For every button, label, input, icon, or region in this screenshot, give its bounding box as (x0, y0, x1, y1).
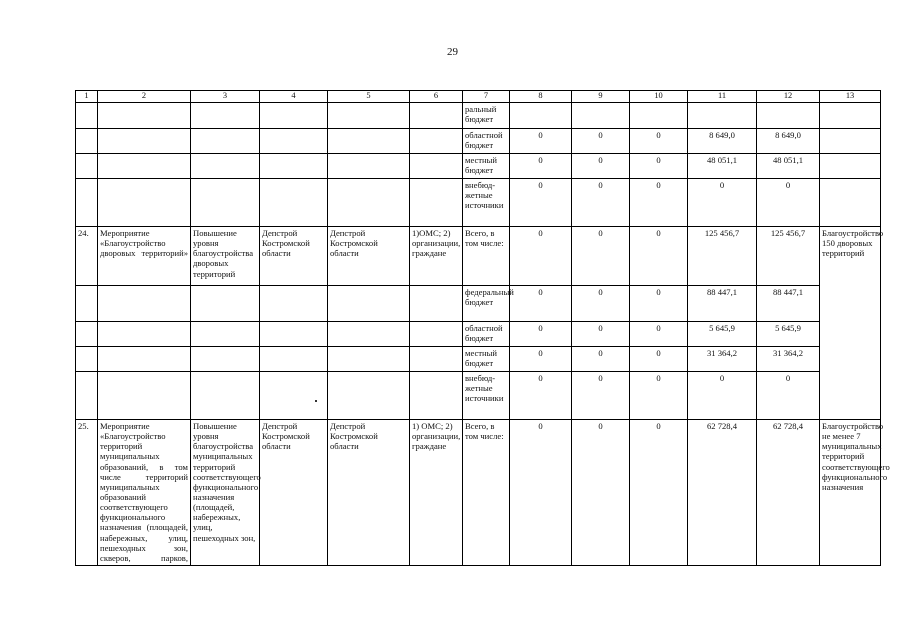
source-cell: областной бюджет (463, 129, 510, 154)
stray-mark (315, 400, 317, 402)
value-cell: 0 (630, 286, 688, 322)
header-row (76, 91, 881, 103)
value-cell: 0 (630, 179, 688, 227)
table-row (76, 322, 881, 347)
value-cell: 0 (572, 227, 630, 286)
table-row (76, 129, 881, 154)
participants: 1)ОМС; 2) организации, граждане (410, 227, 463, 286)
value-cell: 0 (572, 129, 630, 154)
value-cell: 0 (630, 322, 688, 347)
event-name: Мероприятие «Благоустройство дворовых территорий» (98, 227, 191, 286)
value-cell: 0 (510, 154, 572, 179)
value-cell: 8 649,0 (757, 129, 820, 154)
value-cell (510, 103, 572, 129)
value-cell: 48 051,1 (757, 154, 820, 179)
value-cell: 0 (572, 372, 630, 420)
table-row (76, 347, 881, 372)
value-cell: 0 (510, 372, 572, 420)
col-header: 5 (328, 91, 410, 103)
value-cell: 88 447,1 (757, 286, 820, 322)
value-cell: 0 (510, 420, 572, 566)
table-row (76, 286, 881, 322)
col-header: 12 (757, 91, 820, 103)
source-cell: Всего, в том числе: (463, 420, 510, 566)
table-row (76, 179, 881, 227)
value-cell: 62 728,4 (688, 420, 757, 566)
value-cell: 0 (510, 286, 572, 322)
table-row (76, 420, 881, 566)
value-cell: 0 (510, 347, 572, 372)
source-cell: Всего, в том числе: (463, 227, 510, 286)
value-cell: 31 364,2 (757, 347, 820, 372)
col-header: 13 (820, 91, 881, 103)
source-cell: ральный бюджет (463, 103, 510, 129)
source-cell: областной бюджет (463, 322, 510, 347)
value-cell: 0 (630, 154, 688, 179)
coexecutor: Депстрой Костромской области (328, 420, 410, 566)
value-cell: 0 (572, 420, 630, 566)
coexecutor: Депстрой Костромской области (328, 227, 410, 286)
value-cell: 0 (572, 154, 630, 179)
value-cell: 125 456,7 (757, 227, 820, 286)
value-cell: 0 (630, 420, 688, 566)
value-cell: 0 (630, 129, 688, 154)
value-cell: 5 645,9 (757, 322, 820, 347)
col-header: 9 (572, 91, 630, 103)
value-cell (688, 103, 757, 129)
value-cell: 0 (572, 347, 630, 372)
table-row (76, 372, 881, 420)
result-text: Благоустройство не менее 7 муниципальных территорий соответствующего функционального назначения (820, 420, 881, 566)
budget-table (75, 90, 890, 566)
source-cell: федеральный бюджет (463, 286, 510, 322)
value-cell: 0 (510, 179, 572, 227)
value-cell: 125 456,7 (688, 227, 757, 286)
value-cell: 0 (510, 322, 572, 347)
value-cell: 5 645,9 (688, 322, 757, 347)
col-header: 4 (260, 91, 328, 103)
page-number: 29 (447, 46, 458, 58)
responsible: Депстрой Костромской области (260, 420, 328, 566)
result-text: Благоустройство 150 дворовых территорий (820, 227, 881, 420)
value-cell (630, 103, 688, 129)
source-cell: местный бюджет (463, 154, 510, 179)
value-cell: 62 728,4 (757, 420, 820, 566)
value-cell (757, 103, 820, 129)
event-name: Мероприятие «Благоустройство территорий муниципальных образований, в том числе территорий муниципальных образований соответствующего функционального назначения (площадей, набережных, улиц, пешеходных зон, скверов, парков, (98, 420, 191, 566)
col-header: 2 (98, 91, 191, 103)
source-cell: внебюд-жетные источники (463, 179, 510, 227)
value-cell: 0 (757, 372, 820, 420)
value-cell: 0 (572, 322, 630, 347)
table-row (76, 103, 881, 129)
task-text: Повышение уровня благоустройства дворовых территорий (191, 227, 260, 286)
source-cell: местный бюджет (463, 347, 510, 372)
responsible: Депстрой Костромской области (260, 227, 328, 286)
value-cell (572, 103, 630, 129)
row-number: 24. (76, 227, 98, 286)
value-cell: 0 (688, 372, 757, 420)
value-cell: 0 (630, 347, 688, 372)
col-header: 6 (410, 91, 463, 103)
value-cell: 0 (510, 129, 572, 154)
participants: 1) ОМС; 2) организации, граждане (410, 420, 463, 566)
row-number: 25. (76, 420, 98, 566)
value-cell: 0 (757, 179, 820, 227)
value-cell: 0 (630, 227, 688, 286)
value-cell: 0 (572, 179, 630, 227)
source-cell: внебюд-жетные источники (463, 372, 510, 420)
value-cell: 0 (630, 372, 688, 420)
task-text: Повышение уровня благоустройства муниципальных территорий соответствующего функционального назначения (площадей, набережных, улиц, пешеходных зон, (191, 420, 260, 566)
value-cell: 0 (510, 227, 572, 286)
table-row (76, 227, 881, 286)
table-row (76, 154, 881, 179)
col-header: 1 (76, 91, 98, 103)
col-header: 10 (630, 91, 688, 103)
col-header: 7 (463, 91, 510, 103)
value-cell: 0 (688, 179, 757, 227)
value-cell: 48 051,1 (688, 154, 757, 179)
col-header: 8 (510, 91, 572, 103)
col-header: 3 (191, 91, 260, 103)
col-header: 11 (688, 91, 757, 103)
value-cell: 0 (572, 286, 630, 322)
value-cell: 88 447,1 (688, 286, 757, 322)
value-cell: 8 649,0 (688, 129, 757, 154)
value-cell: 31 364,2 (688, 347, 757, 372)
